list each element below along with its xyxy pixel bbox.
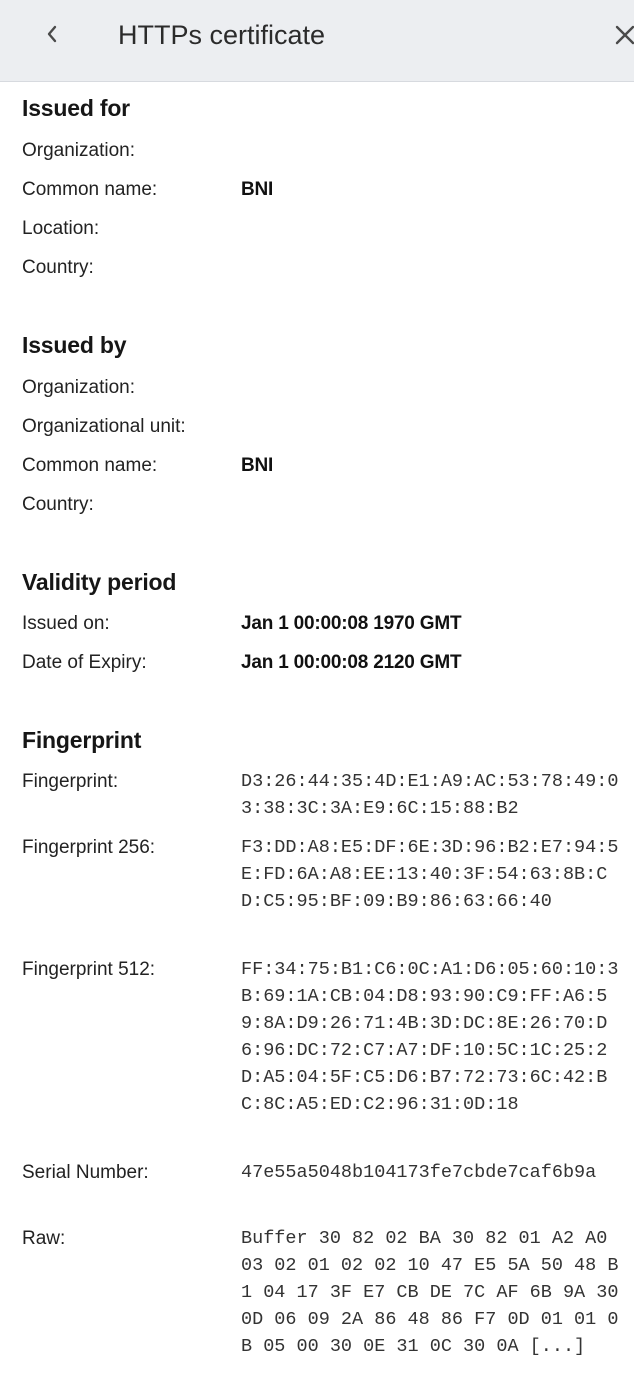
fingerprint-256-value: F3:DD:A8:E5:DF:6E:3D:96:B2:E7:94:5E:FD:6A:A8:EE:13:40:3F:54:63:8B:CD:C5:95:BF:09:B9:86:63:66:40 <box>241 837 619 912</box>
issued-by-common-name-label: Common name: <box>22 455 158 476</box>
issued-for-organization-label: Organization: <box>22 140 136 161</box>
issued-by-org-unit-label: Organizational unit: <box>22 416 186 437</box>
fingerprint-heading: Fingerprint <box>22 727 142 753</box>
issued-on-label: Issued on: <box>22 613 110 634</box>
fingerprint-label: Fingerprint: <box>22 771 119 792</box>
close-button[interactable] <box>610 18 634 52</box>
expiry-label: Date of Expiry: <box>22 652 147 673</box>
issued-for-location-label: Location: <box>22 218 100 239</box>
dialog-title: HTTPs certificate <box>118 20 326 50</box>
serial-number-label: Serial Number: <box>22 1162 149 1183</box>
issued-by-country-label: Country: <box>22 494 94 515</box>
raw-label: Raw: <box>22 1228 66 1249</box>
issued-by-heading: Issued by <box>22 332 127 358</box>
fingerprint-512-value: FF:34:75:B1:C6:0C:A1:D6:05:60:10:3B:69:1A:CB:04:D8:93:90:C9:FF:A6:59:8A:D9:26:71:4B:3D:DC:8E:26:70:D6:96:DC:72:C7:A7:DF:10:5C:1C:25:2D:A5:04:5F:C5:D6:B7:72:73:6C:42:BC:8C:A5:ED:C2:96:31:0D:18 <box>241 959 619 1115</box>
close-icon <box>613 23 634 47</box>
issued-for-country-label: Country: <box>22 257 94 278</box>
issued-for-common-name-value: BNI <box>241 179 274 200</box>
fingerprint-512-label: Fingerprint 512: <box>22 959 156 980</box>
serial-number-value: 47e55a5048b104173fe7cbde7caf6b9a <box>241 1162 597 1183</box>
issued-for-heading: Issued for <box>22 95 130 121</box>
issued-on-value: Jan 1 00:00:08 1970 GMT <box>241 613 462 634</box>
fingerprint-256-label: Fingerprint 256: <box>22 837 156 858</box>
issued-by-organization-label: Organization: <box>22 377 136 398</box>
validity-heading: Validity period <box>22 569 177 595</box>
dialog-header <box>0 0 634 82</box>
back-button[interactable] <box>38 18 66 50</box>
issued-by-common-name-value: BNI <box>241 455 274 476</box>
raw-value: Buffer 30 82 02 BA 30 82 01 A2 A0 03 02 01 02 02 10 47 E5 5A 50 48 B1 04 17 3F E7 CB DE 7C AF 6B 9A 30 0D 06 09 2A 86 48 86 F7 0D 01 01 0B 05 00 30 0E 31 0C 30 0A [...] <box>241 1228 630 1357</box>
fingerprint-value: D3:26:44:35:4D:E1:A9:AC:53:78:49:03:38:3C:3A:E9:6C:15:88:B2 <box>241 771 619 819</box>
expiry-value: Jan 1 00:00:08 2120 GMT <box>241 652 462 673</box>
chevron-left-icon <box>44 22 60 46</box>
issued-for-common-name-label: Common name: <box>22 179 158 200</box>
